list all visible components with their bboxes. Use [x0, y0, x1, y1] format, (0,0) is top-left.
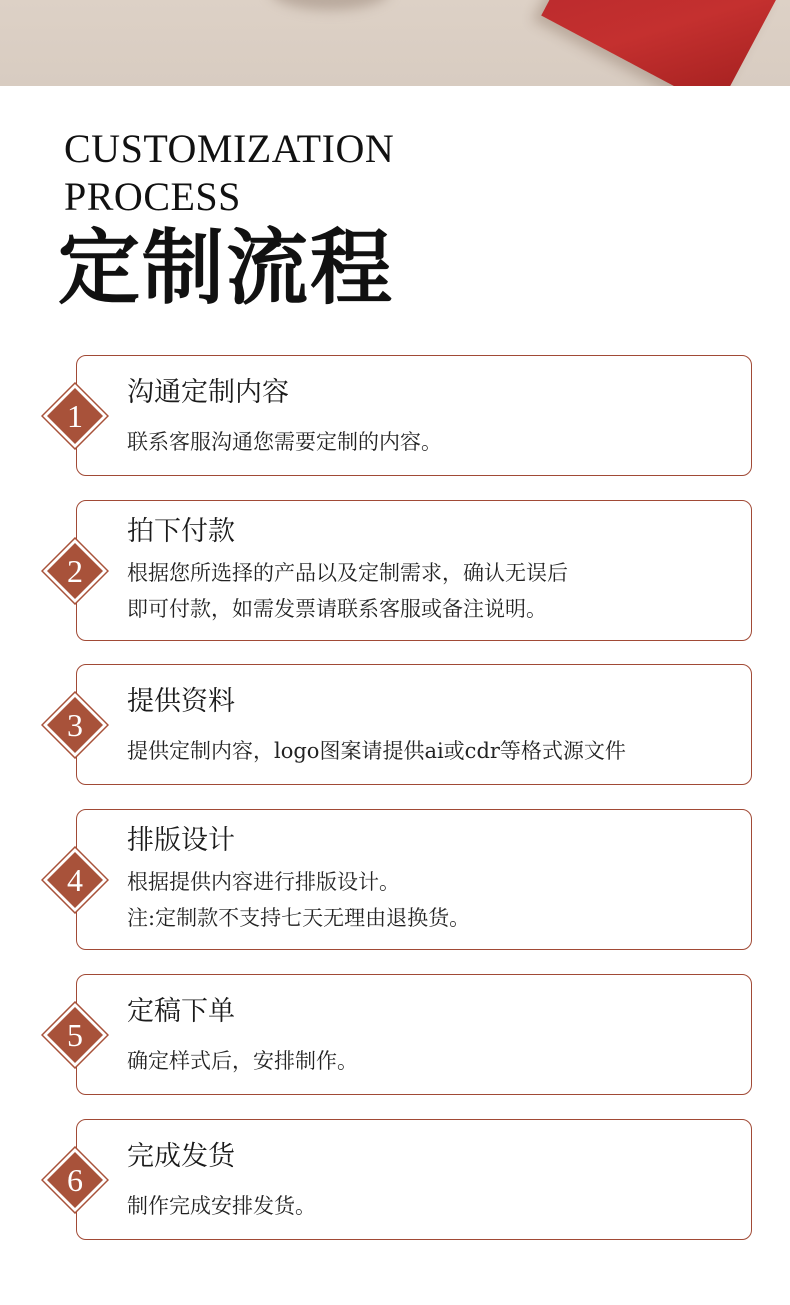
step-desc-line: 即可付款，如需发票请联系客服或备注说明。 [127, 597, 547, 621]
process-step-5 [67, 974, 752, 1095]
step-number-badge [41, 846, 109, 914]
step-desc-line: 根据提供内容进行排版设计。 [127, 870, 400, 894]
process-step-3 [67, 664, 752, 785]
step-desc-line: 根据您所选择的产品以及定制需求，确认无误后 [127, 561, 568, 585]
process-step-2 [67, 500, 752, 641]
step-desc-line: 确定样式后，安排制作。 [127, 1049, 358, 1073]
process-step-6 [67, 1119, 752, 1240]
step-title: 定稿下单 [127, 996, 235, 1027]
step-desc-line: 注:定制款不支持七天无理由退换货。 [127, 906, 471, 930]
step-description [127, 733, 727, 769]
page-title-english [64, 125, 394, 221]
step-number: 6 [67, 1162, 83, 1198]
hero-banner-image [0, 0, 790, 86]
step-number: 2 [67, 553, 83, 589]
page-title-chinese: 定制流程 [58, 220, 395, 316]
step-number-badge [41, 691, 109, 759]
step-number-badge [41, 1001, 109, 1069]
title-en-line2: PROCESS [64, 174, 241, 219]
step-number-badge [41, 537, 109, 605]
step-description [127, 555, 727, 627]
step-title: 完成发货 [127, 1141, 235, 1172]
step-title: 提供资料 [127, 686, 235, 717]
process-step-4 [67, 809, 752, 950]
step-description [127, 1188, 727, 1224]
process-step-1 [67, 355, 752, 476]
step-number: 5 [67, 1017, 83, 1053]
step-title: 排版设计 [127, 825, 235, 856]
step-title: 拍下付款 [127, 516, 235, 547]
step-desc-line: 提供定制内容，logo图案请提供ai或cdr等格式源文件 [127, 739, 626, 763]
step-description [127, 424, 727, 460]
hero-shadow [270, 0, 390, 10]
step-number: 3 [67, 707, 83, 743]
red-gift-box [541, 0, 779, 86]
step-description [127, 1043, 727, 1079]
step-desc-line: 联系客服沟通您需要定制的内容。 [127, 430, 442, 454]
step-number-badge [41, 382, 109, 450]
step-number-badge [41, 1146, 109, 1214]
step-number: 1 [67, 398, 83, 434]
step-number: 4 [67, 862, 83, 898]
step-description [127, 864, 727, 936]
title-en-line1: CUSTOMIZATION [64, 126, 395, 171]
step-title: 沟通定制内容 [127, 377, 289, 408]
step-desc-line: 制作完成安排发货。 [127, 1194, 316, 1218]
